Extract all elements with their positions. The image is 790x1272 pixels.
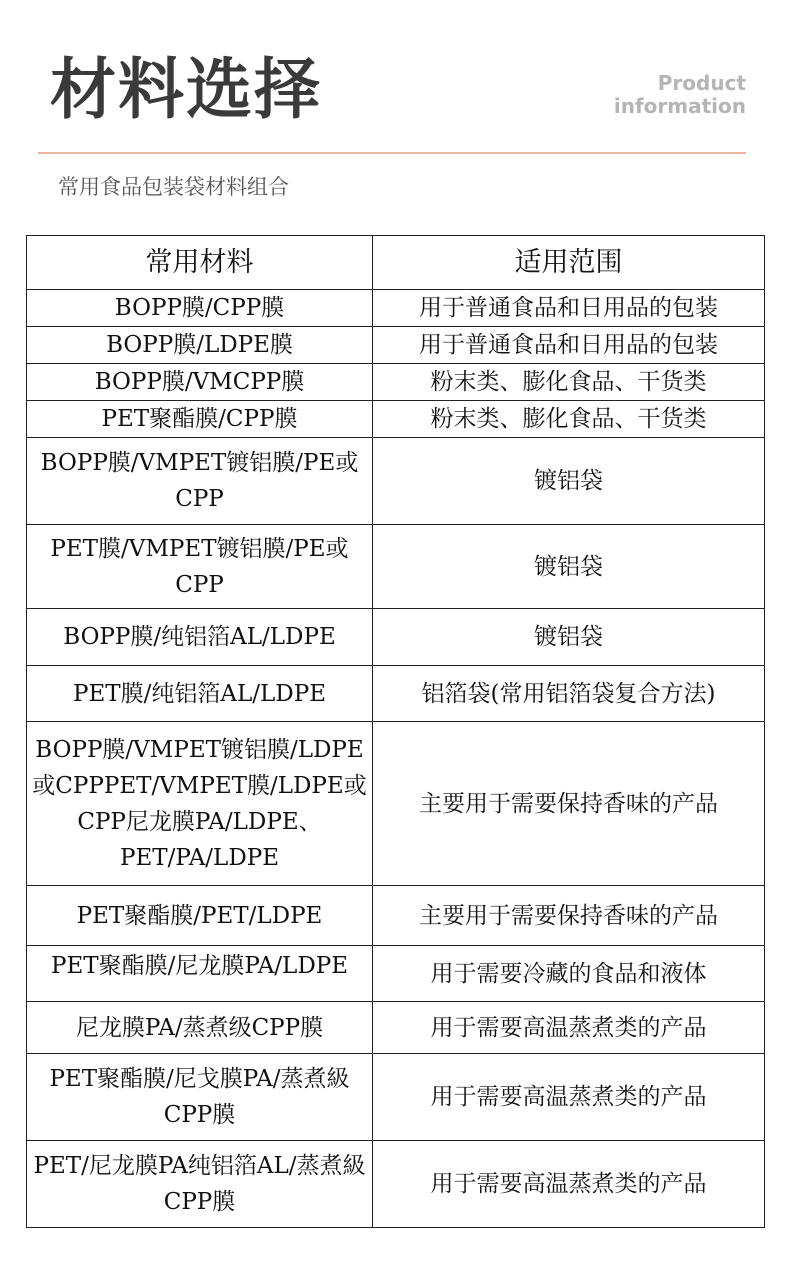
table-row <box>27 722 765 886</box>
material-cell: PET聚酯膜/CPP膜 <box>27 401 373 438</box>
table-row <box>27 525 765 609</box>
usage-cell: 铝箔袋(常用铝箔袋复合方法) <box>373 666 765 722</box>
material-cell: BOPP膜/CPP膜 <box>27 290 373 327</box>
usage-cell: 主要用于需要保持香味的产品 <box>373 722 765 886</box>
material-cell: PET膜/VMPET镀铝膜/PE或CPP <box>27 525 373 609</box>
page-subtitle: 常用食品包装袋材料组合 <box>58 175 289 199</box>
page-title: 材料选择 <box>50 51 322 128</box>
english-caption <box>614 72 746 118</box>
english-caption-line2: information <box>613 94 746 118</box>
table-row <box>27 401 765 438</box>
table-row <box>27 364 765 401</box>
table-row <box>27 1002 765 1054</box>
material-cell: BOPP膜/LDPE膜 <box>27 327 373 364</box>
material-cell: BOPP膜/VMCPP膜 <box>27 364 373 401</box>
table-row <box>27 946 765 1002</box>
table-row <box>27 438 765 525</box>
header-materials: 常用材料 <box>27 236 373 290</box>
table-row <box>27 886 765 946</box>
usage-cell: 镀铝袋 <box>373 438 765 525</box>
usage-cell: 用于普通食品和日用品的包装 <box>373 327 765 364</box>
table-row <box>27 327 765 364</box>
usage-cell: 粉末类、膨化食品、干货类 <box>373 364 765 401</box>
material-cell <box>27 946 373 1002</box>
english-caption-line1: Product <box>657 71 746 95</box>
table-row <box>27 1141 765 1228</box>
material-cell: PET膜/纯铝箔AL/LDPE <box>27 666 373 722</box>
material-cell: PET聚酯膜/PET/LDPE <box>27 886 373 946</box>
header-divider <box>38 152 746 154</box>
materials-table <box>26 235 765 1228</box>
usage-cell: 镀铝袋 <box>373 525 765 609</box>
table-row <box>27 290 765 327</box>
material-cell: PET/尼龙膜PA纯铝箔AL/蒸煮級CPP膜 <box>27 1141 373 1228</box>
material-cell: BOPP膜/VMPET镀铝膜/PE或CPP <box>27 438 373 525</box>
usage-cell: 用于普通食品和日用品的包装 <box>373 290 765 327</box>
table-row <box>27 609 765 666</box>
material-cell: BOPP膜/VMPET镀铝膜/LDPE或CPPPET/VMPET膜/LDPE或CPP尼龙膜PA/LDPE、PET/PA/LDPE <box>27 722 373 886</box>
material-cell: PET聚酯膜/尼戈膜PA/蒸煮級CPP膜 <box>27 1054 373 1141</box>
usage-cell: 用于需要高温蒸煮类的产品 <box>373 1054 765 1141</box>
material-cell: 尼龙膜PA/蒸煮级CPP膜 <box>27 1002 373 1054</box>
table-row <box>27 666 765 722</box>
material-cell: BOPP膜/纯铝箔AL/LDPE <box>27 609 373 666</box>
usage-cell: 镀铝袋 <box>373 609 765 666</box>
usage-cell: 用于需要高温蒸煮类的产品 <box>373 1002 765 1054</box>
header-usage: 适用范围 <box>373 236 765 290</box>
usage-cell: 用于需要冷藏的食品和液体 <box>373 946 765 1002</box>
table-row <box>27 1054 765 1141</box>
usage-cell: 主要用于需要保持香味的产品 <box>373 886 765 946</box>
usage-cell: 用于需要高温蒸煮类的产品 <box>373 1141 765 1228</box>
material-cell-text: PET聚酯膜/尼龙膜PA/LDPE <box>50 952 349 979</box>
usage-cell: 粉末类、膨化食品、干货类 <box>373 401 765 438</box>
table-header-row <box>27 236 765 290</box>
